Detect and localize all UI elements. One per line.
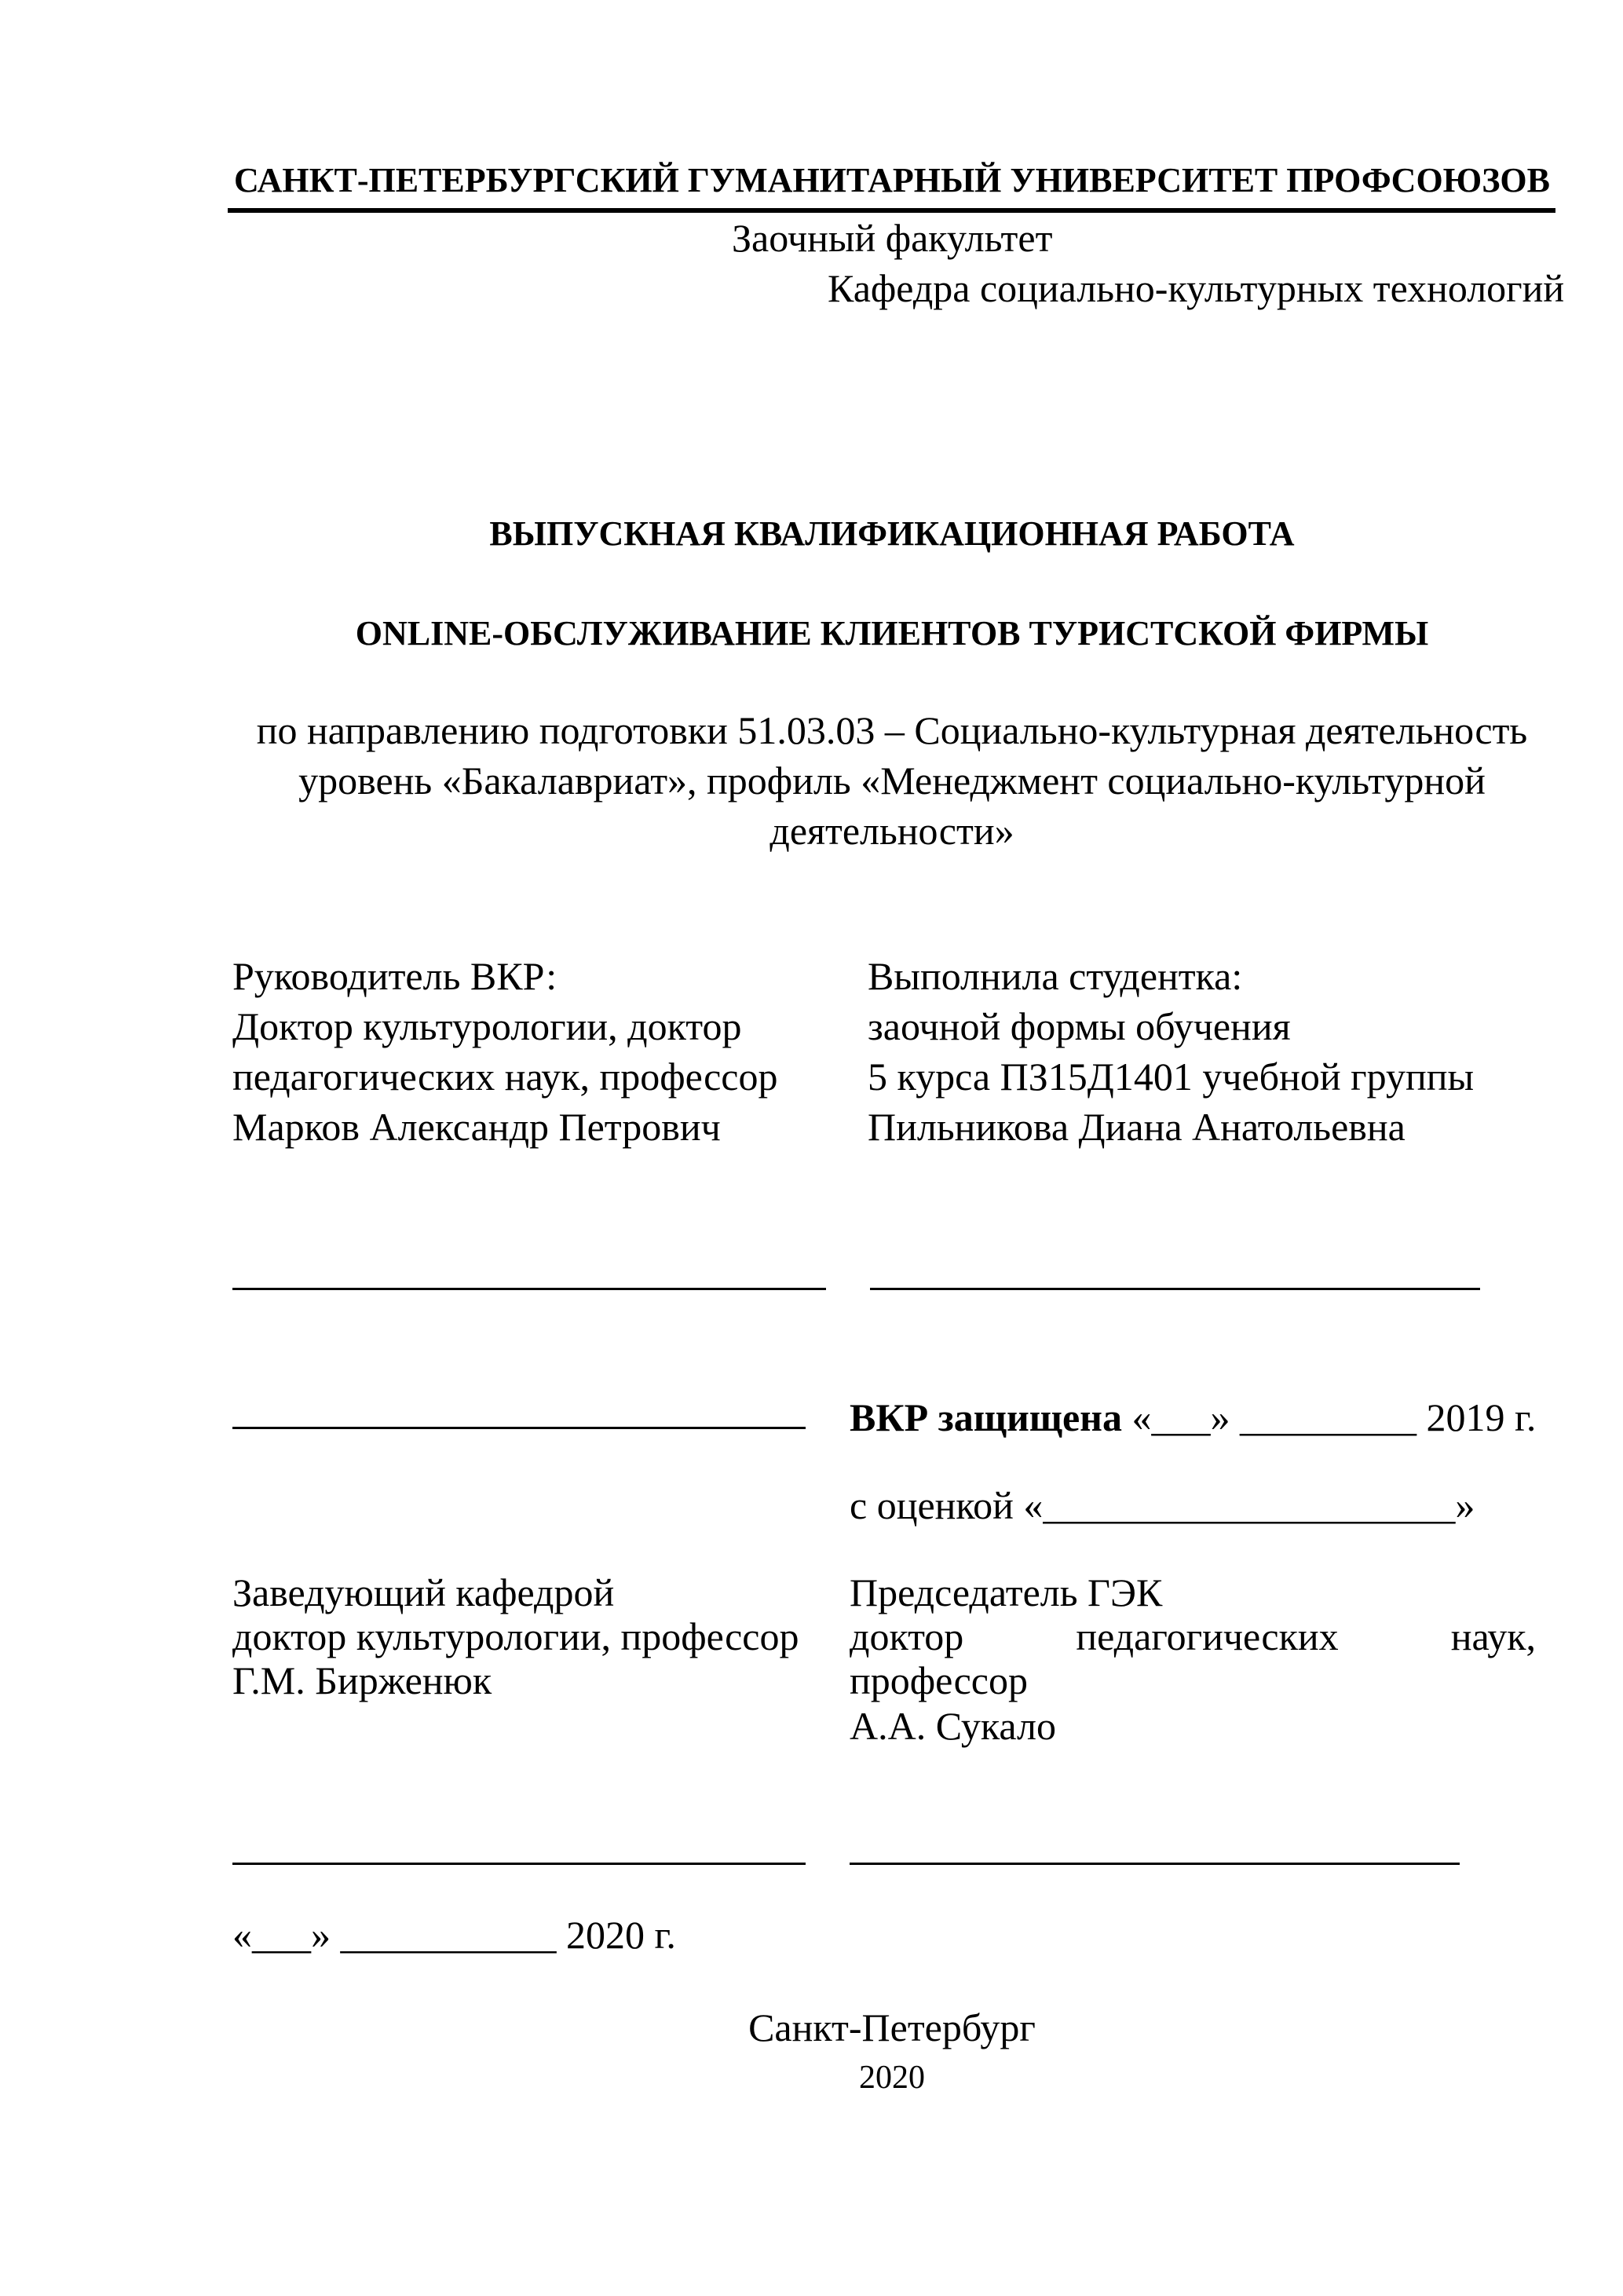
student-signature-line [870, 1288, 1480, 1290]
university-name: САНКТ-ПЕТЕРБУРГСКИЙ ГУМАНИТАРНЫЙ УНИВЕРСИТЕТ ПРОФСОЮЗОВ [233, 161, 1551, 199]
gek-degree-word: педагогических [1076, 1614, 1339, 1658]
gek-chair-name: А.А. Сукало [850, 1704, 1056, 1748]
direction-line-3: деятельности» [769, 809, 1014, 853]
supervisor-degree: Доктор культурологии, доктор [232, 1004, 742, 1048]
head-degree: доктор культурологии, профессор [232, 1614, 799, 1658]
gek-degree-word: наук, [1450, 1614, 1536, 1658]
gek-degree-word: доктор [850, 1614, 964, 1658]
student-group: 5 курса ПЗ15Д1401 учебной группы [868, 1055, 1475, 1099]
gek-signature-line [850, 1863, 1460, 1865]
faculty-name: Заочный факультет [732, 216, 1053, 260]
defense-date [850, 1395, 1536, 1440]
year: 2020 [859, 2060, 925, 2096]
work-type-title: ВЫПУСКНАЯ КВАЛИФИКАЦИОННАЯ РАБОТА [489, 514, 1295, 553]
defense-signature-line [232, 1427, 806, 1429]
city: Санкт-Петербург [748, 2005, 1036, 2049]
head-name: Г.М. Бирженюк [232, 1658, 492, 1702]
supervisor-degree-2: педагогических наук, профессор [232, 1055, 778, 1099]
approval-date: «___» ___________ 2020 г. [232, 1913, 676, 1957]
student-label: Выполнила студентка: [868, 954, 1243, 998]
work-topic: ONLINE-ОБСЛУЖИВАНИЕ КЛИЕНТОВ ТУРИСТСКОЙ ФИРМЫ [355, 614, 1429, 653]
student-study-form: заочной формы обучения [868, 1004, 1291, 1048]
head-signature-line [232, 1863, 806, 1865]
defense-date-text: «___» _________ 2019 г. [1121, 1395, 1537, 1439]
direction-line-2: уровень «Бакалавриат», профиль «Менеджмент социально-культурной [298, 759, 1486, 803]
gek-chair-title: Председатель ГЭК [850, 1570, 1163, 1614]
student-name: Пильникова Диана Анатольевна [868, 1105, 1406, 1149]
defense-label: ВКР защищена [850, 1395, 1122, 1439]
gek-chair-degree [850, 1614, 1536, 1659]
direction-line-1: по направлению подготовки 51.03.03 – Социально-культурная деятельность [256, 708, 1528, 752]
supervisor-label: Руководитель ВКР: [232, 954, 557, 998]
department-name: Кафедра социально-культурных технологий [828, 266, 1565, 310]
gek-chair-rank: профессор [850, 1658, 1028, 1702]
header-rule [228, 208, 1555, 213]
supervisor-signature-line [232, 1288, 826, 1290]
head-title: Заведующий кафедрой [232, 1570, 615, 1614]
supervisor-name: Марков Александр Петрович [232, 1105, 721, 1149]
grade-field: с оценкой «_____________________» [850, 1483, 1475, 1527]
